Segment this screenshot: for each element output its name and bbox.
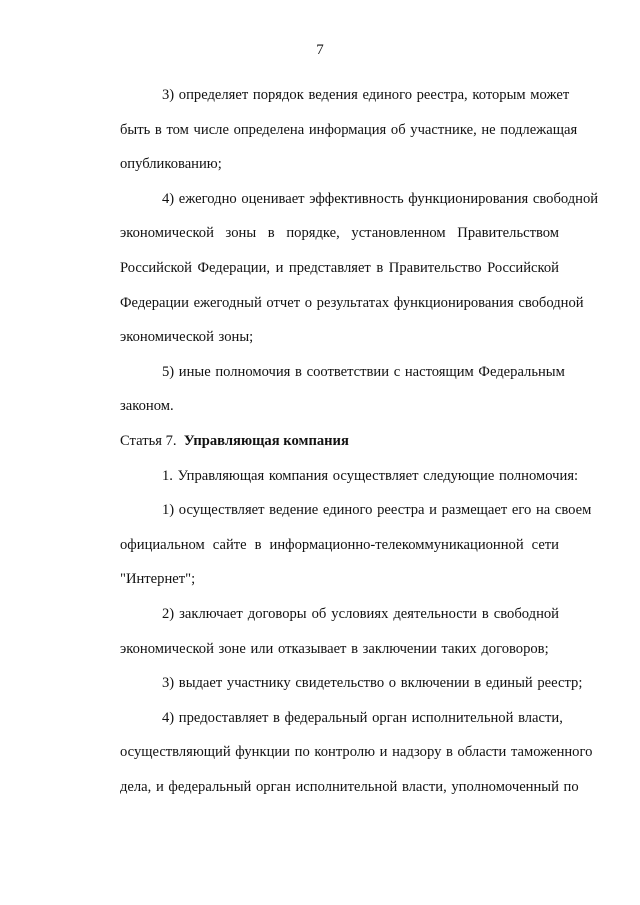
text-line: экономической зоне или отказывает в заключении таких договоров; [120, 640, 549, 657]
article-item-3 [78, 666, 583, 701]
paragraph-item-5 [78, 355, 565, 424]
text-line: дела, и федеральный орган исполнительной власти, уполномоченный по [120, 778, 579, 795]
page-number: 7 [316, 42, 324, 58]
article-prefix: Статья 7. [120, 432, 177, 449]
text-line: 1) осуществляет ведение единого реестра и размещает его на своем [162, 502, 592, 519]
text-line: законом. [120, 398, 174, 415]
text-line: 2) заключает договоры об условиях деятельности в свободной [162, 605, 559, 622]
article-item-2 [78, 597, 559, 666]
text-line: официальном сайте в информационно-телекоммуникационной сети [120, 536, 559, 553]
text-line: 4) предоставляет в федеральный орган исполнительной власти, [162, 709, 563, 726]
text-line: 5) иные полномочия в соответствии с настоящим Федеральным [162, 363, 565, 380]
text-line: осуществляющий функции по контролю и надзору в области таможенного [120, 744, 593, 761]
paragraph-item-3 [78, 78, 578, 182]
article-heading [78, 424, 559, 459]
text-line: быть в том числе определена информация об участнике, не подлежащая [120, 121, 578, 138]
article-item-4 [78, 701, 593, 805]
document-body [78, 78, 599, 804]
text-line: 3) выдает участнику свидетельство о включении в единый реестр; [162, 675, 583, 692]
text-line: Федерации ежегодный отчет о результатах функционирования свободной [120, 294, 584, 311]
text-line: 4) ежегодно оценивает эффективность функционирования свободной [162, 190, 599, 207]
text-line: 3) определяет порядок ведения единого реестра, которым может [162, 87, 570, 103]
text-line: "Интернет"; [120, 571, 196, 588]
paragraph-item-4 [78, 182, 599, 355]
text-line: опубликованию; [120, 156, 222, 173]
article-paragraph-1 [78, 459, 579, 494]
text-line: Российской Федерации, и представляет в Правительство Российской [120, 259, 559, 276]
text-line: 1. Управляющая компания осуществляет следующие полномочия: [162, 467, 579, 484]
text-line: экономической зоны в порядке, установленном Правительством [120, 225, 559, 242]
article-title: Управляющая компания [183, 432, 349, 449]
article-item-1 [78, 493, 592, 597]
text-line: экономической зоны; [120, 329, 254, 346]
